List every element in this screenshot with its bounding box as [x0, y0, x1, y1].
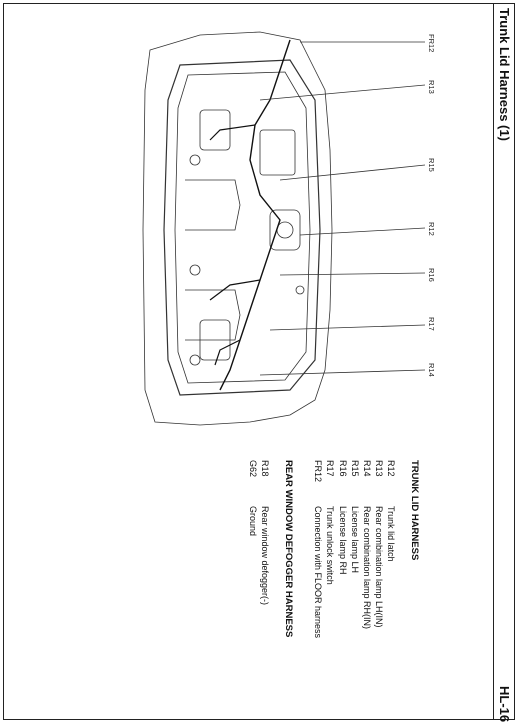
- legend-code: R12: [386, 460, 397, 477]
- legend-row: [336, 460, 348, 638]
- legend-row: [259, 460, 271, 638]
- legend-spacer: [294, 460, 312, 638]
- callout-r12: R12: [427, 222, 436, 236]
- legend-row: [373, 460, 385, 638]
- legend-code: R17: [325, 460, 336, 477]
- legend-row: [361, 460, 373, 638]
- grommet-1: [190, 155, 200, 165]
- legend-code: R18: [260, 460, 271, 477]
- legend-desc: Rear window defogger(-): [260, 506, 271, 606]
- callout-r15: R15: [427, 158, 436, 172]
- legend-desc: Ground: [248, 506, 259, 537]
- trunk-lid-inner-panel: [164, 60, 320, 395]
- grommet-3: [190, 355, 200, 365]
- leader-r14: [260, 370, 425, 375]
- leader-r16: [280, 273, 425, 275]
- trunk-lid-diagram: [140, 30, 440, 430]
- legend-row: [312, 460, 324, 638]
- legend-row: [385, 460, 397, 638]
- legend-desc: License lamp LH: [349, 506, 360, 574]
- legend: [247, 460, 420, 638]
- legend-desc: Rear combination lamp RH(IN): [361, 506, 372, 630]
- bracket-top: [200, 110, 230, 150]
- grommet-2: [190, 265, 200, 275]
- legend-desc: Connection with FLOOR harness: [313, 506, 324, 639]
- harness-route: [220, 40, 290, 390]
- callout-r14: R14: [427, 363, 436, 377]
- callout-fr12: FR12: [427, 34, 436, 53]
- legend-code: FR12: [313, 460, 324, 483]
- page-number: HL-16: [497, 686, 512, 723]
- header-divider: [493, 4, 494, 720]
- callout-r16: R16: [427, 268, 436, 282]
- legend-title-defogger: REAR WINDOW DEFOGGER HARNESS: [283, 460, 295, 638]
- leader-r17: [270, 325, 425, 330]
- legend-desc: Trunk unlock switch: [325, 506, 336, 585]
- legend-title-trunk: TRUNK LID HARNESS: [409, 460, 420, 561]
- legend-row: [324, 460, 336, 638]
- page-title: Trunk Lid Harness (1): [497, 8, 512, 141]
- legend-code: R16: [337, 460, 348, 477]
- legend-code: R15: [349, 460, 360, 477]
- legend-row: [247, 460, 259, 638]
- legend-code: R13: [374, 460, 385, 477]
- legend-code: R14: [361, 460, 372, 477]
- legend-row: [349, 460, 361, 638]
- trunk-lid-inner-rim: [175, 72, 310, 383]
- harness-branch-1: [210, 125, 255, 140]
- legend-code: G62: [248, 460, 259, 478]
- leader-r12: [300, 228, 425, 235]
- rib-upper: [185, 180, 240, 230]
- callout-r17: R17: [427, 317, 436, 331]
- leader-r15: [280, 165, 425, 180]
- leader-r13: [260, 85, 425, 100]
- callout-r13: R13: [427, 80, 436, 94]
- latch-bolt: [277, 222, 293, 238]
- legend-desc: License lamp RH: [337, 506, 348, 575]
- legend-desc: Trunk lid latch: [386, 506, 397, 562]
- legend-desc: Rear combination lamp LH(IN): [374, 506, 385, 628]
- latch-housing: [270, 210, 300, 250]
- grommet-4: [296, 286, 304, 294]
- bracket-mid: [260, 130, 295, 175]
